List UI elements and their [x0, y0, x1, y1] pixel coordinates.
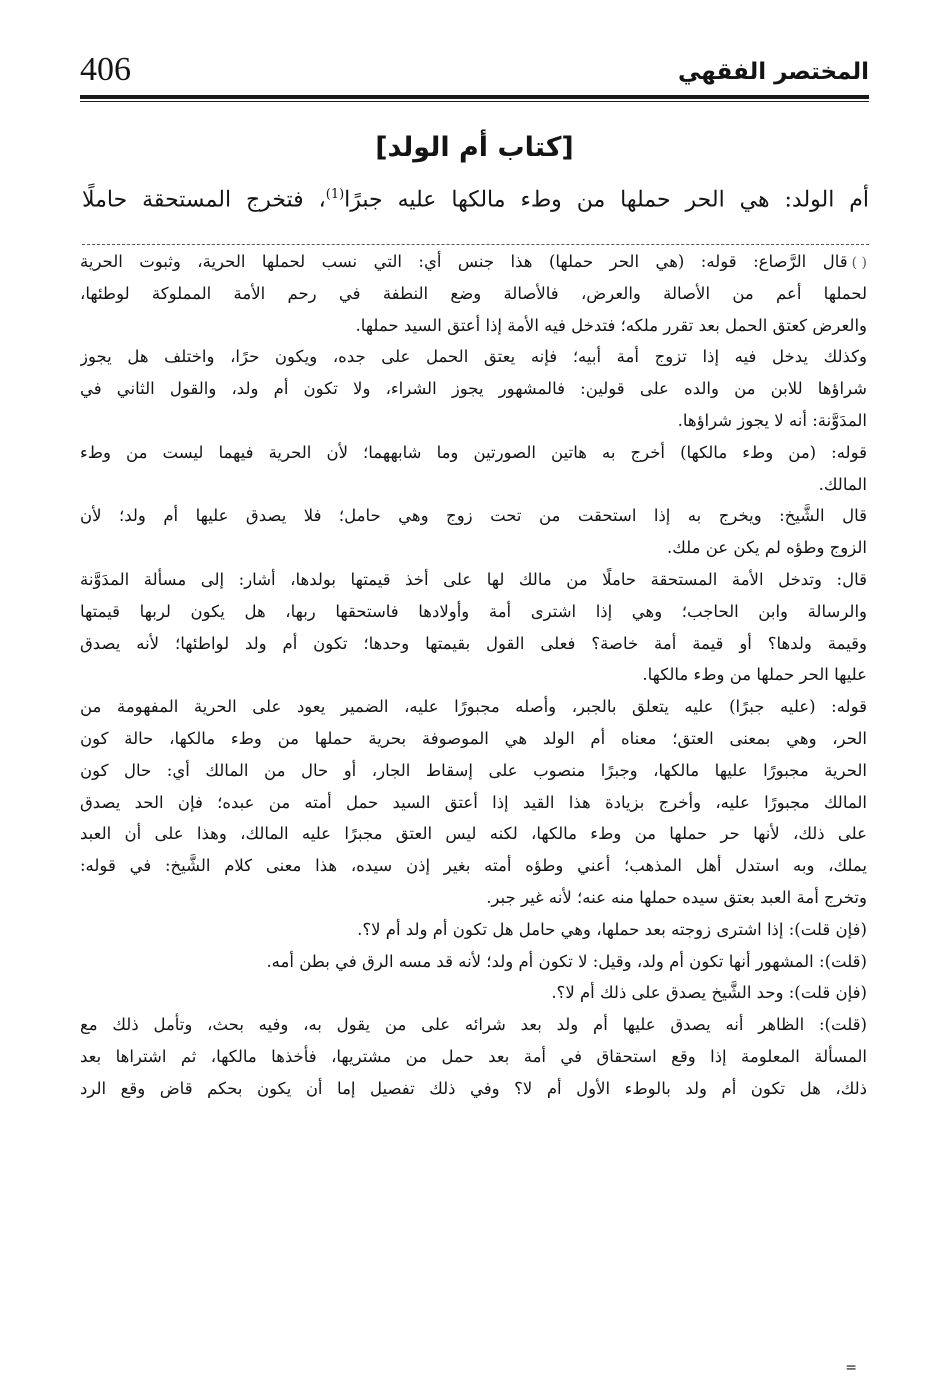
commentary-line: وقيمة ولدها؟ أو قيمة أمة خاصة؟ فعلى القول بقيمتها وحدها؛ تكون أم ولد لواطئها؛ لأنه يصدق	[80, 633, 867, 653]
margin-bracket-icon: ( )	[851, 255, 867, 271]
continuation-mark: =	[845, 1360, 857, 1376]
commentary-line: والرسالة وابن الحاجب؛ وهي إذا اشترى أمة وأولادها فاستحقها ربها، هل يكون لربها قيمتها	[80, 601, 867, 621]
commentary-line: (قلت): المشهور أنها تكون أم ولد، وقيل: لا تكون أم ولد؛ لأنه قد مسه الرق في بطن أمه.	[266, 951, 867, 971]
commentary-line: لحملها أعم من الأصالة والعرض، فالأصالة وضع النطفة في رحم الأمة المملوكة لوطئها،	[80, 283, 867, 303]
commentary-line: وكذلك يدخل فيه إذا تزوج أمة أبيه؛ فإنه يعتق الحمل على جده، ويكون حرًا، واختلف هل يجوز	[80, 347, 867, 367]
commentary-line: المدَوَّنة: أنه لا يجوز شراؤها.	[677, 410, 867, 430]
header-rule-thick	[80, 95, 869, 99]
matn-text	[82, 175, 869, 220]
chapter-title: [كتاب أم الولد]	[375, 132, 574, 163]
header-rule-thin	[80, 101, 869, 102]
commentary-line: ( )قال الرَّصاع: قوله: (هي الحر حملها) هذا جنس أي: التي نسب لحملها الحرية، وثبوت الحرية	[80, 246, 867, 278]
page-number: 406	[80, 51, 131, 88]
commentary-line: الحر، وهي بمعنى العتق؛ معناه أم الولد هي الموصوفة بحرية حملها من وطء مالكها، حالة كون	[80, 728, 867, 748]
commentary-line: الزوج وطؤه لم يكن عن ملك.	[667, 538, 867, 558]
commentary-line: شراؤها للابن من والده على قولين: فالمشهور يجوز الشراء، ولا تكون أم ولد، والقول الثاني في	[80, 379, 867, 399]
commentary-line: (فإن قلت): إذا اشترى زوجته بعد حملها، وهي حامل هل تكون أم ولد أم لا؟.	[357, 919, 867, 939]
commentary-line: قال: وتدخل الأمة المستحقة حاملًا من مالك لها على أخذ قيمتها بولدها، أشار: إلى مسألة المدَوَّنة	[80, 569, 867, 589]
page-header	[80, 50, 869, 96]
commentary-line: (قلت): الظاهر أنه يصدق عليها أم ولد بعد شرائه على من يقول به، وفيه بحث، وتأمل ذلك مع	[80, 1015, 867, 1035]
commentary-line: المسألة المعلومة إذا وقع استحقاق في أمة بعد حمل من مشتريها، فأخذها مالكها، ثم اشتراها بعد	[80, 1046, 867, 1066]
commentary-line: قوله: (عليه جبرًا) عليه يتعلق بالجبر، وأصله مجبورًا عليه، الضمير يعود على الحرية المفهومة من	[80, 697, 867, 717]
commentary-line: والعرض كعتق الحمل بعد تقرر ملكه؛ فتدخل فيه الأمة إذا أعتق السيد حملها.	[355, 315, 867, 335]
running-title: المختصر الفقهي	[678, 59, 869, 85]
matn-divider	[82, 244, 869, 245]
footnote-marker: (1)	[325, 187, 345, 202]
commentary-line: عليها الحر حملها من وطء مالكها.	[642, 665, 867, 685]
commentary-line: الحرية مجبورًا عليها مالكها، وجبرًا منصوب على إسقاط الجار، أو حال من المالك أي: حال كون	[80, 760, 867, 780]
matn-text-start: أم الولد: هي الحر حملها من وطء مالكها عليه جبرًا	[344, 187, 869, 213]
commentary-line: ذلك، هل تكون أم ولد بالوطء الأول أم لا؟ وفي ذلك تفصيل إما أن يكون بحكم قاض وقع الرد	[80, 1078, 867, 1098]
commentary-line: المالك.	[818, 474, 867, 494]
commentary-line: المالك مجبورًا عليه، وأخرج بزيادة هذا القيد إذا أعتق السيد حمل أمته من عبده؛ فإن الحد يصدق	[80, 792, 867, 812]
commentary-line: قال الشَّيخ: ويخرج به إذا استحقت من تحت زوج وهي حامل؛ فلا يصدق عليها أم ولد؛ لأن	[80, 506, 867, 526]
commentary-line: قوله: (من وطء مالكها) أخرج به هاتين الصورتين وما شابههما؛ لأن الحرية فيهما ليست من وطء	[80, 442, 867, 462]
commentary-block	[80, 246, 867, 1105]
matn-text-end: ، فتخرج المستحقة حاملًا	[82, 187, 326, 213]
commentary-line: (فإن قلت): وحد الشَّيخ يصدق على ذلك أم لا؟.	[551, 983, 867, 1003]
commentary-line: على ذلك، لأنها حر حملها من وطء مالكها، لكنه ليس العتق مجبرًا عليه المالك، وهذا على أن العبد	[80, 824, 867, 844]
commentary-line: وتخرج أمة العبد بعتق سيده حملها منه عنه؛ لأنه غير جبر.	[486, 887, 867, 907]
commentary-line: يملك، وبه استدل أهل المذهب؛ أعني وطؤه أمته بغير إذن سيده، هذا معنى كلام الشَّيخ: في قوله:	[80, 856, 867, 876]
